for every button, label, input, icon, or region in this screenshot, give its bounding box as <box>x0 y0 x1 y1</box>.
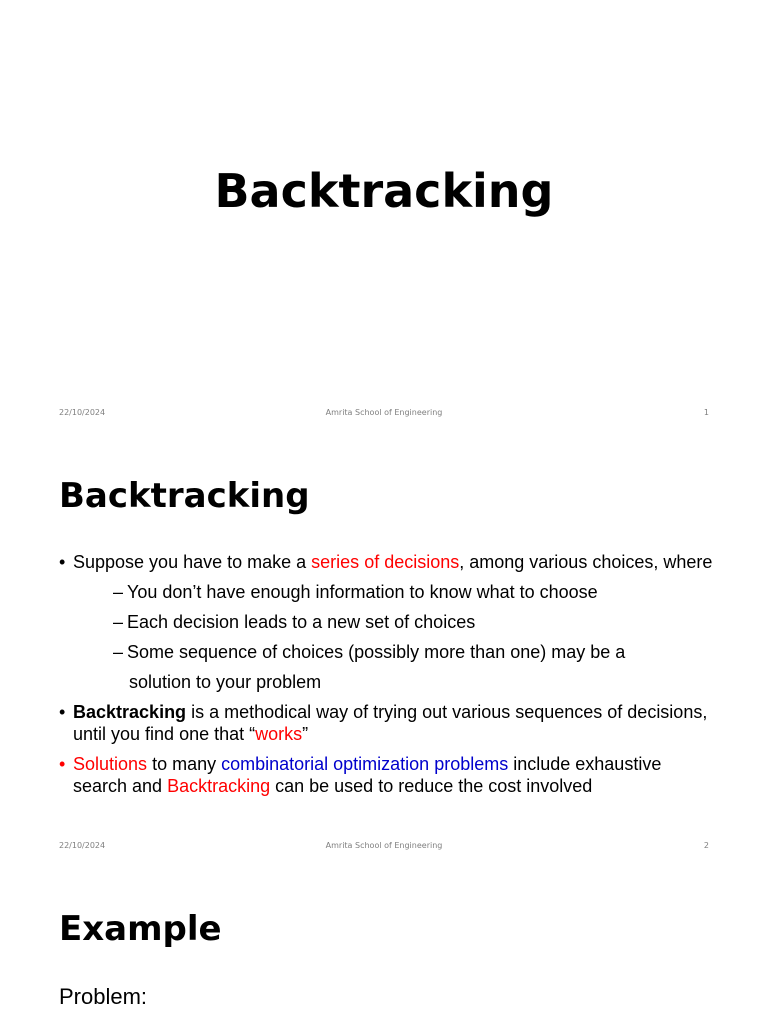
bullet-1-text-post: , among various choices, where <box>459 552 713 572</box>
footer-org: Amrita School of Engineering <box>325 408 443 417</box>
bullet-2-highlight: works <box>255 724 303 744</box>
footer-org: Amrita School of Engineering <box>325 841 443 850</box>
bullet-2-text-end: ” <box>302 724 309 744</box>
slide-1-title: Backtracking <box>214 164 554 218</box>
footer-date: 22/10/2024 <box>59 408 106 417</box>
bullet-2-bold: Backtracking <box>73 702 187 722</box>
footer-page-number: 2 <box>703 841 709 850</box>
sub-bullet-3-continued <box>59 671 719 693</box>
sub-bullet-1 <box>59 581 719 603</box>
sub-bullet-2 <box>59 611 719 633</box>
bullet-3-highlight-2: Backtracking <box>167 776 271 796</box>
bullet-1-text-pre: Suppose you have to make a <box>73 552 312 572</box>
footer-date: 22/10/2024 <box>59 841 106 850</box>
slide-1 <box>0 0 768 430</box>
dash: – <box>113 642 124 662</box>
bullet-dot: • <box>59 702 66 722</box>
slide-2-title: Backtracking <box>59 476 310 516</box>
bullet-dot: • <box>59 754 66 774</box>
sub-bullet-3-text-cont: solution to your problem <box>129 672 322 692</box>
dash: – <box>113 582 124 602</box>
bullet-1 <box>59 551 719 573</box>
bullet-2 <box>59 701 719 745</box>
slide-1-footer <box>0 408 768 420</box>
footer-page-number: 1 <box>703 408 709 417</box>
bullet-3-highlight-1: Solutions <box>73 754 148 774</box>
bullet-1-highlight: series of decisions <box>311 552 460 572</box>
bullet-dot: • <box>59 552 66 572</box>
slide-3-problem-label: Problem: <box>59 984 148 1009</box>
sub-bullet-1-text: You don’t have enough information to know what to choose <box>127 582 598 602</box>
bullet-3-text-3: can be used to reduce the cost involved <box>270 776 593 796</box>
bullet-3-highlight-blue: combinatorial optimization problems <box>221 754 509 774</box>
dash: – <box>113 612 124 632</box>
slide-3-title: Example <box>59 909 222 949</box>
bullet-3 <box>59 753 719 797</box>
sub-bullet-2-text: Each decision leads to a new set of choices <box>127 612 476 632</box>
sub-bullet-3 <box>59 641 719 663</box>
bullet-3-text-2: include exhaustive search and <box>73 754 662 796</box>
slide-2-body <box>59 551 719 805</box>
sub-bullet-3-text: Some sequence of choices (possibly more than one) may be a <box>127 642 626 662</box>
slide-2-footer <box>0 841 768 853</box>
bullet-2-text: is a methodical way of trying out various sequences of decisions, until you find one that “ <box>73 702 708 744</box>
bullet-3-text-1: to many <box>147 754 222 774</box>
